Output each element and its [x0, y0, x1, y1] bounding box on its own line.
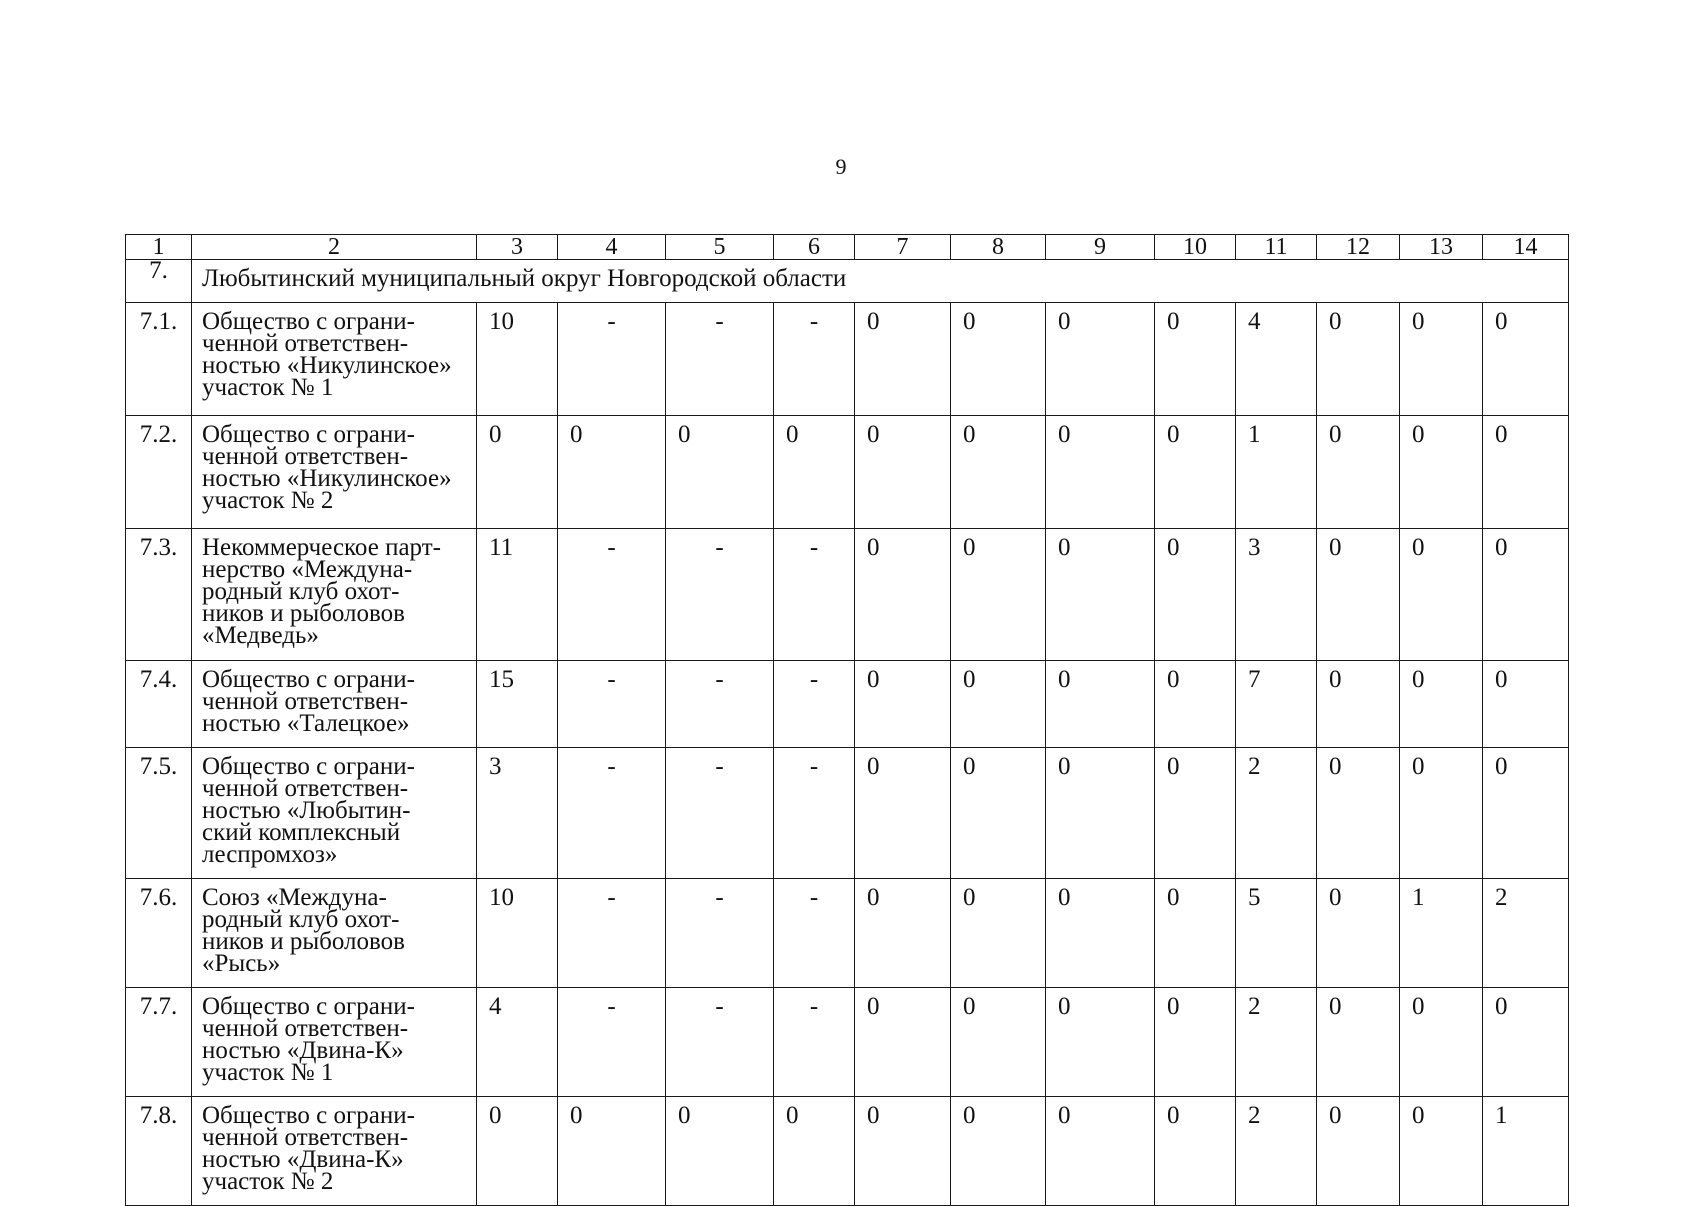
cell-col-12: 0	[1317, 748, 1400, 879]
cell-col-10: 0	[1155, 416, 1236, 529]
cell-col-5: -	[666, 529, 774, 661]
column-number-7: 7	[855, 235, 951, 260]
cell-col-9: 0	[1046, 529, 1155, 661]
section-title: Любытинский муниципальный округ Новгородской области	[192, 260, 1569, 303]
column-number-13: 13	[1400, 235, 1483, 260]
column-number-1: 1	[126, 235, 192, 260]
table-row	[126, 661, 1569, 748]
cell-col-11: 4	[1236, 303, 1317, 416]
table-row	[126, 879, 1569, 988]
row-number: 7.1.	[126, 303, 192, 416]
cell-col-5: -	[666, 748, 774, 879]
cell-col-6: 0	[774, 416, 855, 529]
cell-col-14: 2	[1483, 879, 1569, 988]
cell-col-3: 10	[477, 879, 558, 988]
cell-col-3: 15	[477, 661, 558, 748]
cell-col-3: 0	[477, 1097, 558, 1206]
cell-col-6: 0	[774, 1097, 855, 1206]
cell-col-4: -	[558, 529, 666, 661]
cell-col-6: -	[774, 879, 855, 988]
cell-col-4: 0	[558, 416, 666, 529]
cell-col-5: 0	[666, 1097, 774, 1206]
cell-col-12: 0	[1317, 661, 1400, 748]
organization-name: Общество с ограни- ченной ответствен- ностью «Любытин- ский комплексный леспромхоз»	[192, 748, 477, 879]
cell-col-11: 7	[1236, 661, 1317, 748]
cell-col-7: 0	[855, 416, 951, 529]
cell-col-6: -	[774, 748, 855, 879]
cell-col-8: 0	[951, 748, 1046, 879]
section-number: 7.	[126, 260, 192, 303]
cell-col-5: 0	[666, 416, 774, 529]
cell-col-14: 0	[1483, 303, 1569, 416]
cell-col-7: 0	[855, 529, 951, 661]
cell-col-13: 0	[1400, 416, 1483, 529]
cell-col-10: 0	[1155, 748, 1236, 879]
row-number: 7.8.	[126, 1097, 192, 1206]
cell-col-14: 0	[1483, 748, 1569, 879]
cell-col-7: 0	[855, 661, 951, 748]
cell-col-5: -	[666, 879, 774, 988]
cell-col-9: 0	[1046, 661, 1155, 748]
cell-col-11: 2	[1236, 1097, 1317, 1206]
cell-col-14: 0	[1483, 529, 1569, 661]
column-number-3: 3	[477, 235, 558, 260]
cell-col-12: 0	[1317, 529, 1400, 661]
cell-col-9: 0	[1046, 879, 1155, 988]
cell-col-12: 0	[1317, 1097, 1400, 1206]
cell-col-5: -	[666, 303, 774, 416]
column-number-14: 14	[1483, 235, 1569, 260]
row-number: 7.3.	[126, 529, 192, 661]
cell-col-11: 1	[1236, 416, 1317, 529]
table-row	[126, 748, 1569, 879]
cell-col-13: 0	[1400, 661, 1483, 748]
cell-col-3: 10	[477, 303, 558, 416]
cell-col-4: -	[558, 748, 666, 879]
cell-col-7: 0	[855, 988, 951, 1097]
cell-col-8: 0	[951, 416, 1046, 529]
table-row	[126, 303, 1569, 416]
cell-col-9: 0	[1046, 416, 1155, 529]
cell-col-6: -	[774, 988, 855, 1097]
cell-col-8: 0	[951, 303, 1046, 416]
row-number: 7.6.	[126, 879, 192, 988]
cell-col-12: 0	[1317, 416, 1400, 529]
organization-name: Общество с ограни- ченной ответствен- ностью «Талецкое»	[192, 661, 477, 748]
cell-col-10: 0	[1155, 988, 1236, 1097]
cell-col-6: -	[774, 529, 855, 661]
column-number-8: 8	[951, 235, 1046, 260]
column-number-5: 5	[666, 235, 774, 260]
cell-col-3: 3	[477, 748, 558, 879]
cell-col-4: -	[558, 988, 666, 1097]
cell-col-7: 0	[855, 1097, 951, 1206]
cell-col-10: 0	[1155, 661, 1236, 748]
table-row	[126, 1097, 1569, 1206]
column-number-9: 9	[1046, 235, 1155, 260]
organization-name: Общество с ограни- ченной ответствен- ностью «Никулинское» участок № 1	[192, 303, 477, 416]
cell-col-6: -	[774, 661, 855, 748]
column-number-4: 4	[558, 235, 666, 260]
cell-col-6: -	[774, 303, 855, 416]
cell-col-10: 0	[1155, 303, 1236, 416]
cell-col-8: 0	[951, 661, 1046, 748]
cell-col-13: 0	[1400, 529, 1483, 661]
cell-col-12: 0	[1317, 988, 1400, 1097]
organization-name: Общество с ограни- ченной ответствен- ностью «Двина-К» участок № 2	[192, 1097, 477, 1206]
cell-col-11: 3	[1236, 529, 1317, 661]
cell-col-3: 11	[477, 529, 558, 661]
cell-col-7: 0	[855, 303, 951, 416]
cell-col-14: 0	[1483, 416, 1569, 529]
cell-col-12: 0	[1317, 303, 1400, 416]
cell-col-14: 0	[1483, 661, 1569, 748]
page-number: 9	[835, 154, 847, 179]
cell-col-14: 1	[1483, 1097, 1569, 1206]
cell-col-10: 0	[1155, 529, 1236, 661]
cell-col-11: 2	[1236, 748, 1317, 879]
cell-col-11: 2	[1236, 988, 1317, 1097]
section-row	[126, 260, 1569, 303]
organization-name: Союз «Междуна- родный клуб охот- ников и рыболовов «Рысь»	[192, 879, 477, 988]
column-number-12: 12	[1317, 235, 1400, 260]
table-row	[126, 529, 1569, 661]
row-number: 7.4.	[126, 661, 192, 748]
column-number-2: 2	[192, 235, 477, 260]
cell-col-8: 0	[951, 1097, 1046, 1206]
cell-col-10: 0	[1155, 879, 1236, 988]
table-row	[126, 416, 1569, 529]
organization-name: Общество с ограни- ченной ответствен- ностью «Никулинское» участок № 2	[192, 416, 477, 529]
cell-col-13: 0	[1400, 303, 1483, 416]
cell-col-9: 0	[1046, 1097, 1155, 1206]
cell-col-3: 0	[477, 416, 558, 529]
cell-col-8: 0	[951, 879, 1046, 988]
cell-col-13: 1	[1400, 879, 1483, 988]
cell-col-10: 0	[1155, 1097, 1236, 1206]
column-number-11: 11	[1236, 235, 1317, 260]
cell-col-13: 0	[1400, 988, 1483, 1097]
column-number-row	[126, 235, 1569, 260]
cell-col-13: 0	[1400, 1097, 1483, 1206]
cell-col-7: 0	[855, 879, 951, 988]
cell-col-7: 0	[855, 748, 951, 879]
organization-name: Некоммерческое парт- нерство «Междуна- родный клуб охот- ников и рыболовов «Медведь»	[192, 529, 477, 661]
column-number-6: 6	[774, 235, 855, 260]
cell-col-12: 0	[1317, 879, 1400, 988]
table-row	[126, 988, 1569, 1097]
cell-col-9: 0	[1046, 303, 1155, 416]
cell-col-5: -	[666, 661, 774, 748]
cell-col-5: -	[666, 988, 774, 1097]
row-number: 7.7.	[126, 988, 192, 1097]
cell-col-13: 0	[1400, 748, 1483, 879]
data-table	[125, 234, 1569, 1206]
cell-col-9: 0	[1046, 988, 1155, 1097]
cell-col-11: 5	[1236, 879, 1317, 988]
cell-col-3: 4	[477, 988, 558, 1097]
cell-col-4: -	[558, 879, 666, 988]
cell-col-8: 0	[951, 988, 1046, 1097]
cell-col-4: -	[558, 303, 666, 416]
cell-col-9: 0	[1046, 748, 1155, 879]
cell-col-14: 0	[1483, 988, 1569, 1097]
row-number: 7.5.	[126, 748, 192, 879]
column-number-10: 10	[1155, 235, 1236, 260]
organization-name: Общество с ограни- ченной ответствен- ностью «Двина-К» участок № 1	[192, 988, 477, 1097]
cell-col-8: 0	[951, 529, 1046, 661]
row-number: 7.2.	[126, 416, 192, 529]
cell-col-4: 0	[558, 1097, 666, 1206]
cell-col-4: -	[558, 661, 666, 748]
